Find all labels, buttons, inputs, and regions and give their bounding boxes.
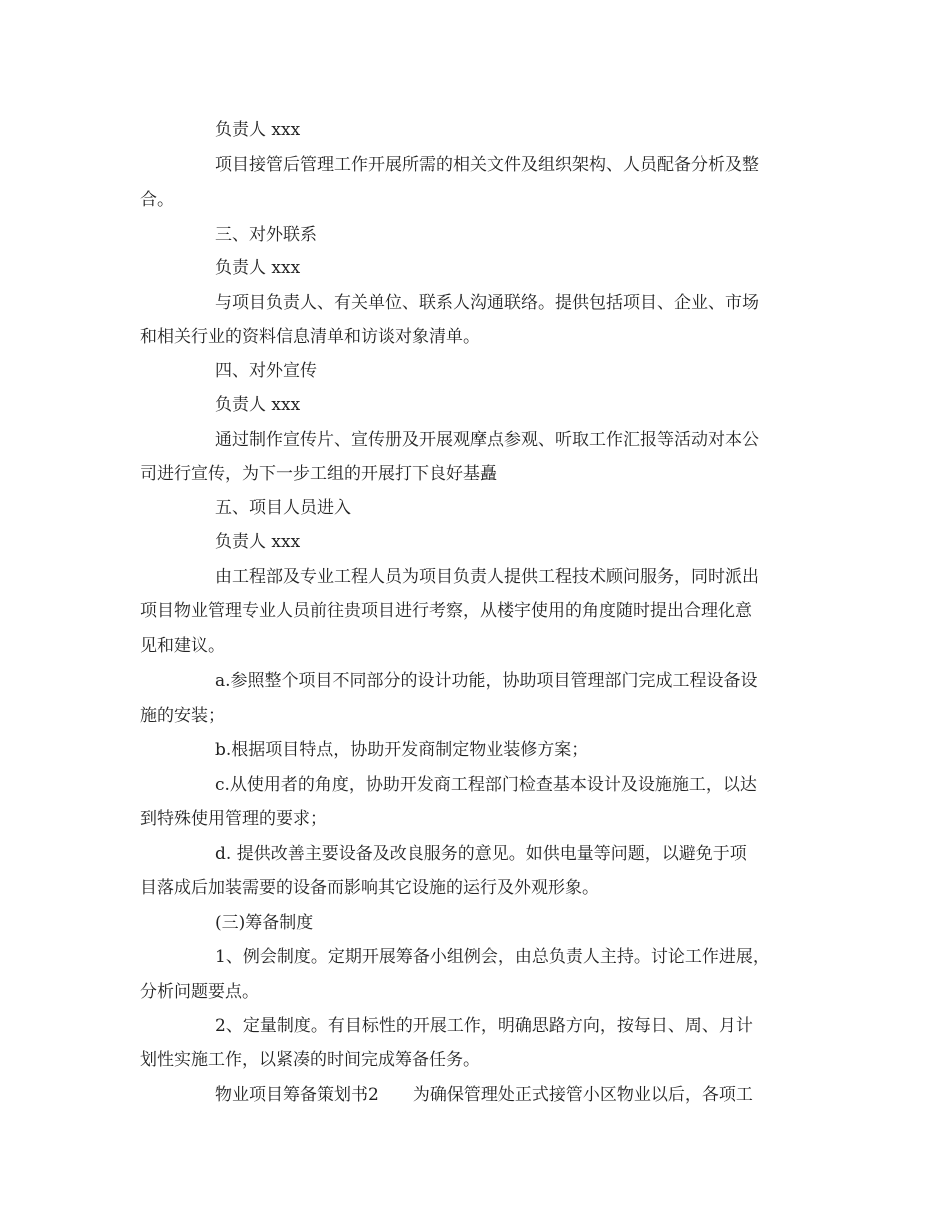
text-line: 到特殊使用管理的要求；	[140, 809, 327, 829]
text-line: 负责人 xxx	[215, 532, 301, 552]
text-line: 合。	[140, 190, 174, 210]
text-line: 负责人 xxx	[215, 395, 301, 415]
text-line: 与项目负责人、有关单位、联系人沟通联络。提供包括项目、企业、市场	[215, 293, 759, 313]
list-item: b.根据项目特点，协助开发商制定物业装修方案；	[215, 740, 589, 760]
list-item: a.参照整个项目不同部分的设计功能，协助项目管理部门完成工程设备设	[215, 671, 758, 691]
text-line: 项目接管后管理工作开展所需的相关文件及组织架构、人员配备分析及整	[215, 155, 759, 175]
text-line: 划性实施工作，以紧凑的时间完成筹备任务。	[140, 1050, 480, 1070]
list-item: c.从使用者的角度，协助开发商工程部门检查基本设计及设施施工，以达	[215, 775, 757, 795]
text-line: 目落成后加装需要的设备而影响其它设施的运行及外观形象。	[140, 878, 599, 898]
text-line: 分析问题要点。	[140, 982, 259, 1002]
section-heading: 四、对外宣传	[215, 361, 317, 381]
text-line: 施的安装；	[140, 706, 225, 726]
section-heading: (三)筹备制度	[215, 913, 314, 933]
text-line: 由工程部及专业工程人员为项目负责人提供工程技术顾问服务，同时派出	[215, 567, 759, 587]
text-line: 2、定量制度。有目标性的开展工作，明确思路方向，按每日、周、月计	[215, 1016, 753, 1036]
text-line: 通过制作宣传片、宣传册及开展观摩点参观、听取工作汇报等活动对本公	[215, 430, 759, 450]
list-item: d. 提供改善主要设备及改良服务的意见。如供电量等问题，以避免于项	[215, 844, 747, 864]
text-line: 物业项目筹备策划书2 为确保管理处正式接管小区物业以后，各项工	[215, 1085, 753, 1105]
text-line: 见和建议。	[140, 636, 225, 656]
text-line: 负责人 xxx	[215, 120, 301, 140]
text-line: 司进行宣传，为下一步工组的开展打下良好基矗	[140, 464, 497, 484]
text-line: 和相关行业的资料信息清单和访谈对象清单。	[140, 327, 480, 347]
text-line: 负责人 xxx	[215, 258, 301, 278]
text-line: 项目物业管理专业人员前往贵项目进行考察，从楼宇使用的角度随时提出合理化意	[140, 601, 752, 621]
section-heading: 三、对外联系	[215, 225, 317, 245]
text-line: 1、例会制度。定期开展筹备小组例会，由总负责人主持。讨论工作进展，	[215, 947, 770, 967]
section-heading: 五、项目人员进入	[215, 498, 351, 518]
